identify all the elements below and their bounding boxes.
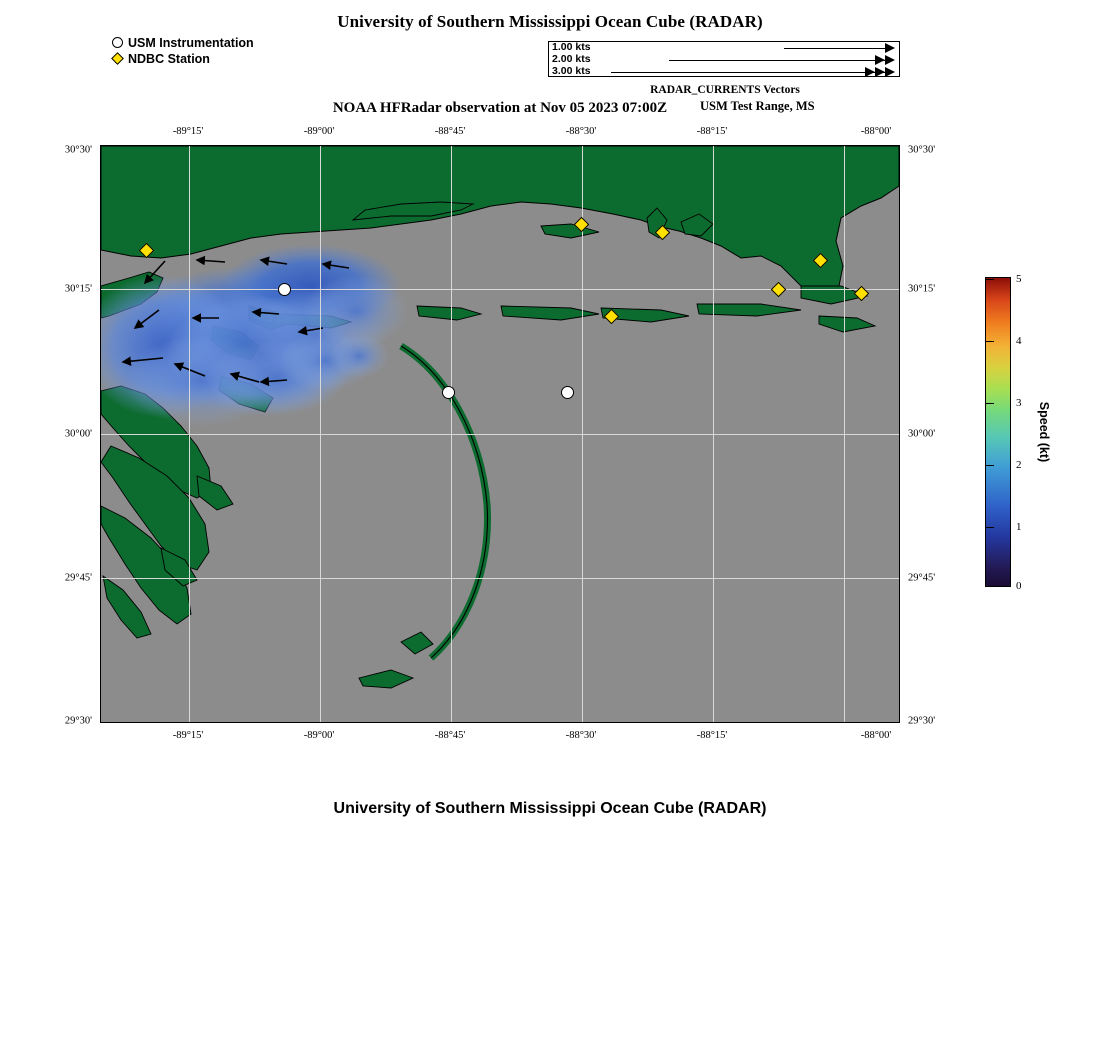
y-tick-right: 29°30': [908, 715, 936, 727]
usm-instrumentation-marker[interactable]: [561, 386, 574, 399]
x-tick-top: -88°00': [860, 126, 892, 137]
diamond-marker-icon: [110, 52, 128, 67]
x-tick-bottom: -89°00': [303, 730, 335, 741]
vector-scale-label-1: 1.00 kts: [552, 41, 591, 53]
y-tick-left: 30°30': [64, 144, 92, 156]
colorbar-tick-label: 3: [1016, 397, 1022, 409]
legend-label-ndbc: NDBC Station: [128, 52, 210, 66]
usm-instrumentation-marker[interactable]: [442, 386, 455, 399]
x-tick-bottom: -89°15': [172, 730, 204, 741]
vector-scale-row-3: [549, 66, 901, 78]
colorbar-tick-label: 4: [1016, 335, 1022, 347]
x-tick-top: -89°00': [303, 126, 335, 137]
x-tick-top: -88°15': [696, 126, 728, 137]
x-tick-top: -89°15': [172, 126, 204, 137]
x-tick-bottom: -88°30': [565, 730, 597, 741]
colorbar-tick-label: 5: [1016, 273, 1022, 285]
circle-marker-icon: [110, 36, 128, 51]
usm-instrumentation-marker[interactable]: [278, 283, 291, 296]
vector-scale-row-2: [549, 54, 901, 66]
legend-item-ndbc-station: [110, 52, 254, 67]
map-canvas[interactable]: [100, 145, 900, 723]
y-tick-right: 30°15': [908, 283, 936, 295]
vector-scale-row-1: [549, 42, 901, 54]
test-range-label: USM Test Range, MS: [700, 99, 815, 113]
x-tick-top: -88°45': [434, 126, 466, 137]
y-tick-right: 30°30': [908, 144, 936, 156]
y-tick-left: 30°00': [64, 428, 92, 440]
page-title: University of Southern Mississippi Ocean Cube (RADAR): [337, 12, 763, 31]
colorbar-tick-label: 2: [1016, 459, 1022, 471]
y-tick-left: 29°30': [64, 715, 92, 727]
speed-colorbar: [985, 277, 1011, 587]
y-tick-left: 30°15': [64, 283, 92, 295]
x-tick-bottom: -88°15': [696, 730, 728, 741]
y-tick-right: 29°45': [908, 572, 936, 584]
vector-scale-box: [548, 41, 900, 77]
observation-title: NOAA HFRadar observation at Nov 05 2023 07:00Z: [332, 100, 668, 116]
x-tick-top: -88°30': [565, 126, 597, 137]
legend-label-usm: USM Instrumentation: [128, 36, 254, 50]
marker-legend: [110, 36, 254, 68]
gridline-horizontal: [101, 434, 899, 435]
y-tick-left: 29°45': [64, 572, 92, 584]
vector-scale-label-2: 2.00 kts: [552, 53, 591, 65]
x-tick-bottom: -88°45': [434, 730, 466, 741]
colorbar-tick-label: 0: [1016, 580, 1022, 592]
legend-item-usm-instrumentation: [110, 36, 254, 51]
gridline-horizontal: [101, 578, 899, 579]
vector-scale-label-3: 3.00 kts: [552, 65, 591, 77]
vector-scale-caption: RADAR_CURRENTS Vectors: [650, 84, 800, 96]
colorbar-title: Speed (kt): [1037, 401, 1051, 463]
colorbar-tick-label: 1: [1016, 521, 1022, 533]
footer-title: University of Southern Mississippi Ocean Cube (RADAR): [333, 800, 767, 817]
x-tick-bottom: -88°00': [860, 730, 892, 741]
y-tick-right: 30°00': [908, 428, 936, 440]
